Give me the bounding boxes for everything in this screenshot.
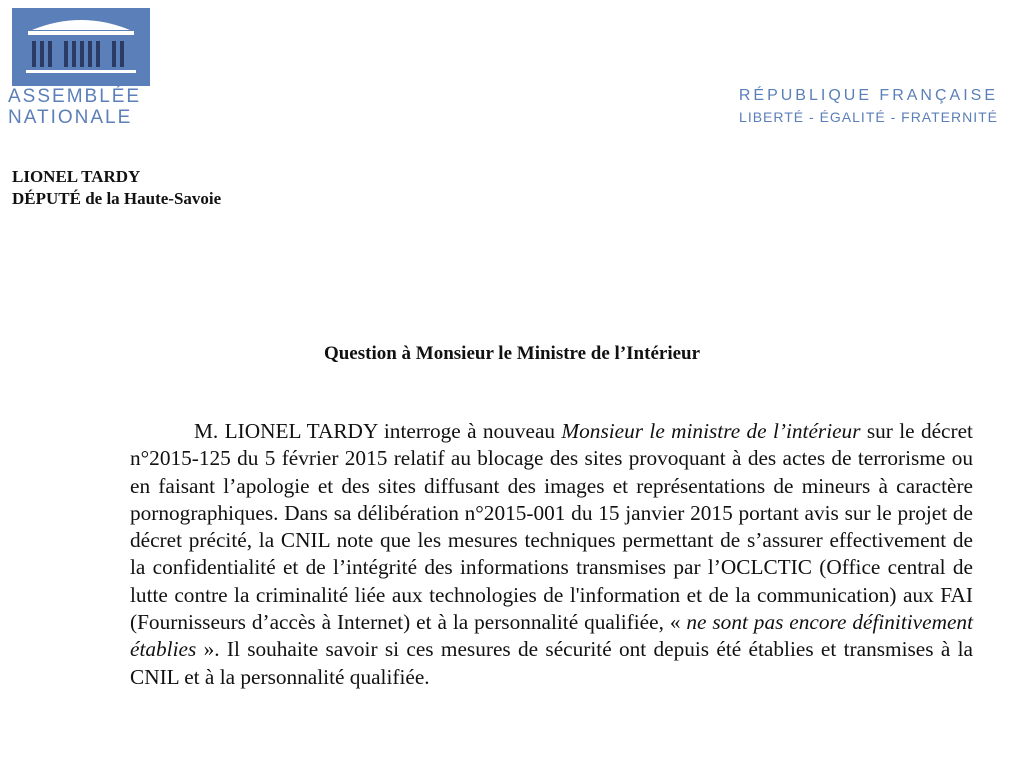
question-body-part-3: ». Il souhaite savoir si ces mesures de sécurité ont depuis été établies et transmises à la CNIL et à la personnalité qualifiée.: [130, 637, 973, 689]
question-body-emphasis-2: ne sont pas encore définitivement établies: [130, 610, 973, 662]
deputy-name: LIONEL TARDY: [12, 167, 141, 186]
republic-motto: LIBERTÉ - ÉGALITÉ - FRATERNITÉ: [739, 109, 998, 125]
deputy-block: [12, 166, 221, 210]
institution-name: [8, 86, 141, 128]
question-body-part-1: M. LIONEL TARDY interroge à nouveau: [194, 419, 562, 443]
institution-line-1: ASSEMBLÉE: [8, 86, 142, 107]
deputy-role: DÉPUTÉ de la Haute-Savoie: [12, 189, 222, 208]
republic-header: [739, 85, 998, 127]
institution-line-2: NATIONALE: [8, 107, 133, 128]
question-body: [130, 418, 973, 691]
question-title: Question à Monsieur le Ministre de l’Intérieur: [323, 343, 701, 364]
republic-title: RÉPUBLIQUE FRANÇAISE: [738, 87, 998, 104]
question-body-emphasis-1: Monsieur le ministre de l’intérieur: [561, 419, 861, 443]
question-body-part-2: sur le décret n°2015-125 du 5 février 2015 relatif au blocage des sites provoquant à des actes de terrorisme ou en faisant l’apologie et des sites diffusant des images et représentations de mineurs à caractère pornographiques. Dans sa délibération n°2015-001 du 15 janvier 2015 portant avis sur le projet de décret précité, la CNIL note que les mesures techniques permettant de s’assurer effectivement de la confidentialité et de l’intégrité des informations transmises par l’OCLCTIC (Office central de lutte contre la criminalité liée aux technologies de l'information et de la communication) aux FAI (Fournisseurs d’accès à Internet) et à la personnalité qualifiée, «: [130, 419, 973, 635]
assemblee-nationale-logo-icon: [12, 8, 150, 86]
